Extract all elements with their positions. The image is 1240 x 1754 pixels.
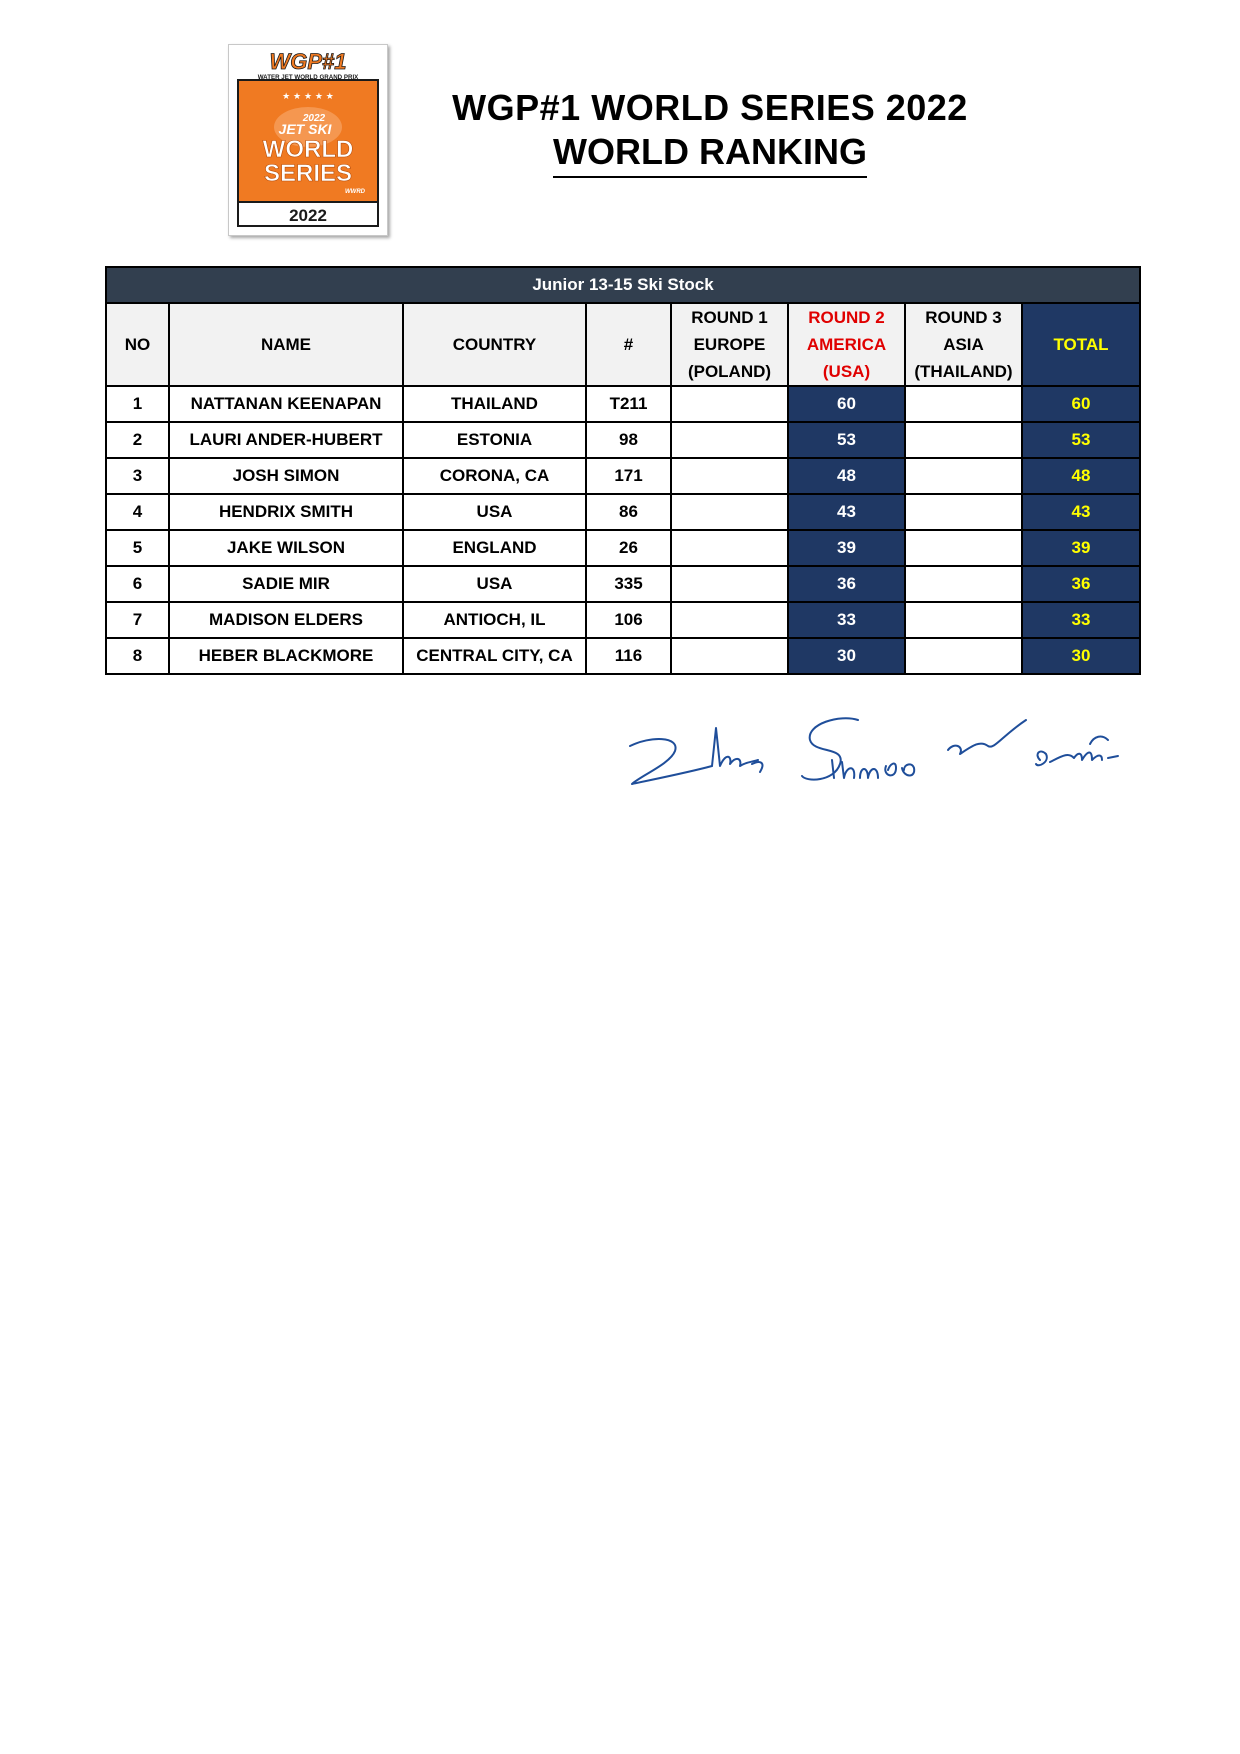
header-country: COUNTRY [403, 303, 586, 386]
svg-text:★ ★ ★ ★ ★: ★ ★ ★ ★ ★ [282, 92, 334, 102]
table-row [106, 422, 1140, 458]
round3-country: (THAILAND) [914, 362, 1013, 381]
table-row [106, 494, 1140, 530]
cell-number: 116 [586, 638, 671, 674]
table-row [106, 458, 1140, 494]
round3-label: ROUND 3 [925, 308, 1002, 327]
signature-3 [948, 720, 1026, 754]
cell-country: ESTONIA [403, 422, 586, 458]
signature-4 [1036, 737, 1118, 766]
cell-round3 [905, 422, 1022, 458]
cell-total: 60 [1022, 386, 1140, 422]
cell-round3 [905, 566, 1022, 602]
cell-round1 [671, 494, 788, 530]
cell-round3 [905, 638, 1022, 674]
cell-round1 [671, 638, 788, 674]
cell-name: LAURI ANDER-HUBERT [169, 422, 403, 458]
category-row [106, 267, 1140, 303]
cell-name: SADIE MIR [169, 566, 403, 602]
cell-round1 [671, 422, 788, 458]
table-row [106, 602, 1140, 638]
logo-event-line1: JET SKI [278, 121, 332, 137]
ranking-table [105, 266, 1141, 675]
cell-name: MADISON ELDERS [169, 602, 403, 638]
table-row [106, 386, 1140, 422]
logo-brand: WGP#1 [269, 49, 347, 74]
header-row [106, 303, 1140, 386]
cell-no: 5 [106, 530, 169, 566]
cell-name: HENDRIX SMITH [169, 494, 403, 530]
cell-total: 43 [1022, 494, 1140, 530]
round2-label: ROUND 2 [808, 308, 885, 327]
cell-name: JAKE WILSON [169, 530, 403, 566]
logo-subtitle: WATER JET WORLD GRAND PRIX [257, 74, 359, 81]
cell-round2: 30 [788, 638, 905, 674]
cell-country: ANTIOCH, IL [403, 602, 586, 638]
cell-country: THAILAND [403, 386, 586, 422]
header-round3 [905, 303, 1022, 386]
table-row [106, 530, 1140, 566]
cell-round3 [905, 530, 1022, 566]
header-round2 [788, 303, 905, 386]
cell-no: 1 [106, 386, 169, 422]
cell-total: 48 [1022, 458, 1140, 494]
cell-total: 30 [1022, 638, 1140, 674]
cell-total: 33 [1022, 602, 1140, 638]
header-number: # [586, 303, 671, 386]
cell-round1 [671, 566, 788, 602]
logo-event-line2: WORLD [262, 136, 354, 163]
cell-round2: 60 [788, 386, 905, 422]
cell-number: 98 [586, 422, 671, 458]
ranking-rows [106, 386, 1140, 674]
cell-number: 26 [586, 530, 671, 566]
round1-region: EUROPE [693, 335, 766, 354]
cell-no: 4 [106, 494, 169, 530]
signatures [620, 706, 1140, 796]
signature-1 [630, 728, 762, 784]
cell-round1 [671, 602, 788, 638]
header-round1 [671, 303, 788, 386]
cell-total: 36 [1022, 566, 1140, 602]
cell-name: HEBER BLACKMORE [169, 638, 403, 674]
cell-round1 [671, 386, 788, 422]
page-subtitle: WORLD RANKING [553, 130, 867, 178]
header-no: NO [106, 303, 169, 386]
logo-year: 2022 [289, 206, 327, 225]
cell-no: 7 [106, 602, 169, 638]
title-block [380, 86, 1040, 178]
cell-round2: 36 [788, 566, 905, 602]
page-title: WGP#1 WORLD SERIES 2022 [452, 87, 968, 128]
cell-round2: 53 [788, 422, 905, 458]
header-total: TOTAL [1022, 303, 1140, 386]
cell-name: JOSH SIMON [169, 458, 403, 494]
cell-number: 335 [586, 566, 671, 602]
cell-round2: 48 [788, 458, 905, 494]
round2-country: (USA) [822, 362, 871, 381]
cell-no: 6 [106, 566, 169, 602]
header-name: NAME [169, 303, 403, 386]
cell-no: 8 [106, 638, 169, 674]
logo-small-year: 2022 [302, 113, 326, 124]
cell-round3 [905, 602, 1022, 638]
table-row [106, 566, 1140, 602]
cell-no: 2 [106, 422, 169, 458]
logo-mark: WWRD [345, 189, 365, 195]
wgp-logo [228, 44, 388, 236]
cell-number: 171 [586, 458, 671, 494]
cell-total: 39 [1022, 530, 1140, 566]
round3-region: ASIA [943, 335, 984, 354]
round1-label: ROUND 1 [691, 308, 768, 327]
cell-round3 [905, 494, 1022, 530]
cell-number: 86 [586, 494, 671, 530]
cell-country: CORONA, CA [403, 458, 586, 494]
table-row [106, 638, 1140, 674]
cell-round1 [671, 530, 788, 566]
cell-country: USA [403, 494, 586, 530]
round2-region: AMERICA [806, 335, 887, 354]
cell-round1 [671, 458, 788, 494]
cell-round2: 43 [788, 494, 905, 530]
cell-round2: 33 [788, 602, 905, 638]
cell-round3 [905, 386, 1022, 422]
cell-country: ENGLAND [403, 530, 586, 566]
cell-country: CENTRAL CITY, CA [403, 638, 586, 674]
cell-number: T211 [586, 386, 671, 422]
cell-round3 [905, 458, 1022, 494]
category-title: Junior 13-15 Ski Stock [106, 267, 1140, 303]
round1-country: (POLAND) [687, 362, 772, 381]
logo-event-line3: SERIES [263, 160, 353, 187]
cell-round2: 39 [788, 530, 905, 566]
cell-country: USA [403, 566, 586, 602]
cell-name: NATTANAN KEENAPAN [169, 386, 403, 422]
cell-number: 106 [586, 602, 671, 638]
cell-total: 53 [1022, 422, 1140, 458]
cell-no: 3 [106, 458, 169, 494]
signature-2 [802, 718, 914, 779]
